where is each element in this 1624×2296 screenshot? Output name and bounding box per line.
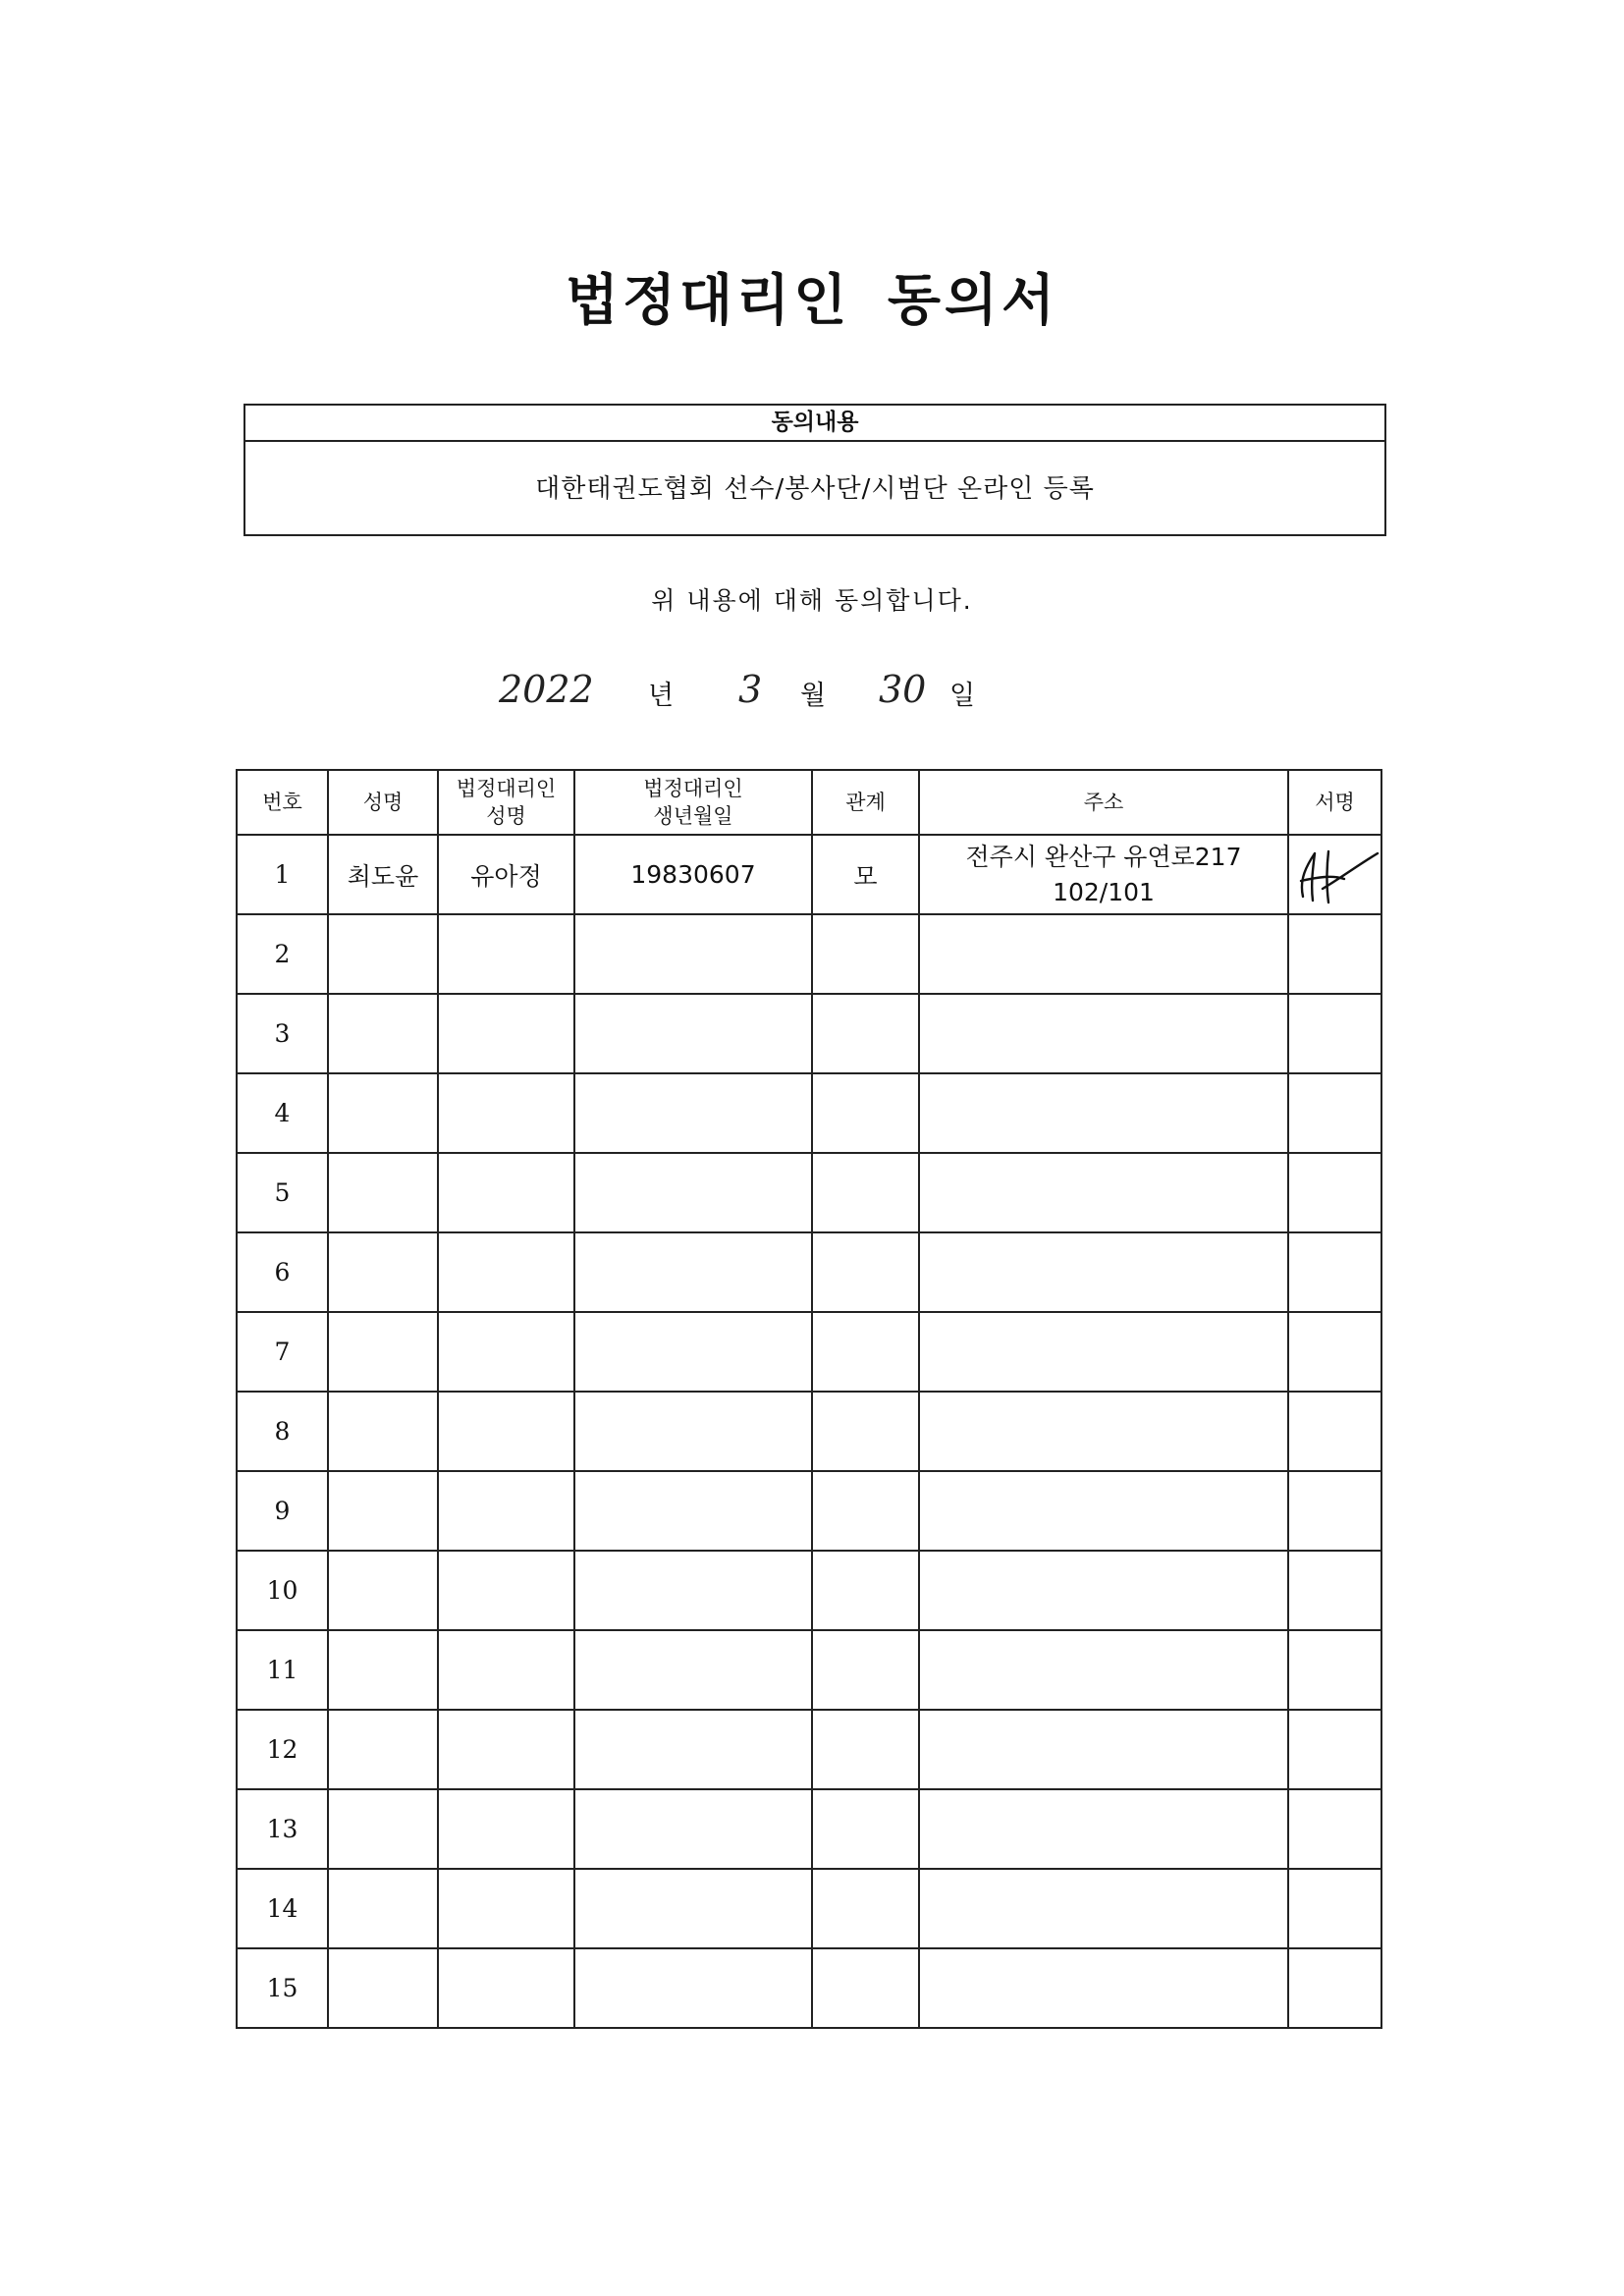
empty-cell bbox=[919, 1869, 1288, 1948]
student-name: 최도윤 bbox=[328, 835, 438, 914]
empty-cell bbox=[812, 1710, 919, 1789]
empty-cell bbox=[328, 1630, 438, 1710]
date-year-unit: 년 bbox=[648, 681, 675, 711]
row-number: 2 bbox=[237, 914, 328, 994]
header-guardian-name bbox=[438, 770, 574, 835]
header-guardian-birth-line2: 생년월일 bbox=[653, 804, 733, 828]
empty-cell bbox=[574, 1948, 812, 2028]
empty-cell bbox=[574, 1073, 812, 1153]
row-number: 11 bbox=[237, 1630, 328, 1710]
empty-cell bbox=[1288, 1312, 1381, 1392]
empty-cell bbox=[1288, 1471, 1381, 1551]
header-signature: 서명 bbox=[1288, 770, 1381, 835]
table-row bbox=[237, 1153, 1381, 1232]
empty-cell bbox=[328, 1153, 438, 1232]
row-number: 15 bbox=[237, 1948, 328, 2028]
empty-cell bbox=[812, 1630, 919, 1710]
table-row bbox=[237, 1551, 1381, 1630]
empty-cell bbox=[812, 1153, 919, 1232]
guardian-birthdate: 19830607 bbox=[574, 835, 812, 914]
empty-cell bbox=[574, 1392, 812, 1471]
empty-cell bbox=[919, 914, 1288, 994]
empty-cell bbox=[574, 994, 812, 1073]
date-day-unit: 일 bbox=[949, 681, 976, 711]
empty-cell bbox=[438, 994, 574, 1073]
header-guardian-birth bbox=[574, 770, 812, 835]
row-number: 8 bbox=[237, 1392, 328, 1471]
date-day: 30 bbox=[879, 668, 927, 711]
empty-cell bbox=[919, 994, 1288, 1073]
empty-cell bbox=[438, 1392, 574, 1471]
empty-cell bbox=[438, 1710, 574, 1789]
empty-cell bbox=[574, 1551, 812, 1630]
empty-cell bbox=[328, 1551, 438, 1630]
empty-cell bbox=[1288, 1789, 1381, 1869]
date-year: 2022 bbox=[499, 668, 594, 711]
empty-cell bbox=[1288, 1153, 1381, 1232]
empty-cell bbox=[574, 1153, 812, 1232]
empty-cell bbox=[812, 1471, 919, 1551]
empty-cell bbox=[574, 1232, 812, 1312]
row-number: 14 bbox=[237, 1869, 328, 1948]
empty-cell bbox=[919, 1630, 1288, 1710]
empty-cell bbox=[328, 914, 438, 994]
empty-cell bbox=[812, 1232, 919, 1312]
empty-cell bbox=[1288, 1869, 1381, 1948]
handwritten-signature bbox=[1293, 840, 1381, 908]
empty-cell bbox=[1288, 1630, 1381, 1710]
signature-cell bbox=[1288, 835, 1381, 914]
row-number: 9 bbox=[237, 1471, 328, 1551]
empty-cell bbox=[812, 1789, 919, 1869]
document-title: 법정대리인 동의서 bbox=[565, 269, 1059, 333]
empty-cell bbox=[438, 1630, 574, 1710]
empty-cell bbox=[438, 1153, 574, 1232]
date-month: 3 bbox=[738, 668, 763, 711]
empty-cell bbox=[812, 1392, 919, 1471]
empty-cell bbox=[812, 1948, 919, 2028]
header-guardian-birth-line1: 법정대리인 bbox=[643, 777, 743, 800]
table-row bbox=[237, 914, 1381, 994]
table-row bbox=[237, 1232, 1381, 1312]
empty-cell bbox=[574, 1471, 812, 1551]
empty-cell bbox=[328, 1869, 438, 1948]
empty-cell bbox=[328, 1789, 438, 1869]
header-address: 주소 bbox=[919, 770, 1288, 835]
empty-cell bbox=[438, 914, 574, 994]
empty-cell bbox=[438, 1869, 574, 1948]
empty-cell bbox=[438, 1789, 574, 1869]
empty-cell bbox=[919, 1073, 1288, 1153]
address-line1: 전주시 완산구 유연로217 bbox=[965, 842, 1242, 871]
row-number: 12 bbox=[237, 1710, 328, 1789]
empty-cell bbox=[574, 914, 812, 994]
empty-cell bbox=[812, 1869, 919, 1948]
empty-cell bbox=[919, 1312, 1288, 1392]
table-row bbox=[237, 1710, 1381, 1789]
empty-cell bbox=[328, 994, 438, 1073]
empty-cell bbox=[1288, 1232, 1381, 1312]
empty-cell bbox=[1288, 1551, 1381, 1630]
consent-heading: 동의내용 bbox=[245, 406, 1384, 442]
empty-cell bbox=[1288, 1392, 1381, 1471]
registration-table bbox=[236, 769, 1382, 2029]
table-row bbox=[237, 1869, 1381, 1948]
row-number: 1 bbox=[237, 835, 328, 914]
date-month-unit: 월 bbox=[800, 681, 827, 711]
table-row bbox=[237, 1948, 1381, 2028]
header-no: 번호 bbox=[237, 770, 328, 835]
empty-cell bbox=[328, 1312, 438, 1392]
empty-cell bbox=[574, 1869, 812, 1948]
empty-cell bbox=[574, 1789, 812, 1869]
empty-cell bbox=[438, 1471, 574, 1551]
table-row bbox=[237, 994, 1381, 1073]
table-row bbox=[237, 1471, 1381, 1551]
address bbox=[919, 835, 1288, 914]
header-name: 성명 bbox=[328, 770, 438, 835]
header-guardian-name-line1: 법정대리인 bbox=[456, 777, 557, 800]
table-row bbox=[237, 1312, 1381, 1392]
empty-cell bbox=[919, 1471, 1288, 1551]
table-row bbox=[237, 1789, 1381, 1869]
empty-cell bbox=[919, 1153, 1288, 1232]
empty-cell bbox=[919, 1948, 1288, 2028]
row-number: 3 bbox=[237, 994, 328, 1073]
empty-cell bbox=[812, 1073, 919, 1153]
table-row bbox=[237, 1073, 1381, 1153]
empty-cell bbox=[919, 1710, 1288, 1789]
table-header-row bbox=[237, 770, 1381, 835]
empty-cell bbox=[328, 1471, 438, 1551]
empty-cell bbox=[1288, 914, 1381, 994]
table-row bbox=[237, 835, 1381, 914]
empty-cell bbox=[328, 1392, 438, 1471]
row-number: 6 bbox=[237, 1232, 328, 1312]
header-guardian-name-line2: 성명 bbox=[486, 804, 526, 828]
empty-cell bbox=[919, 1232, 1288, 1312]
row-number: 5 bbox=[237, 1153, 328, 1232]
empty-cell bbox=[328, 1710, 438, 1789]
empty-cell bbox=[812, 994, 919, 1073]
row-number: 4 bbox=[237, 1073, 328, 1153]
empty-cell bbox=[438, 1551, 574, 1630]
empty-cell bbox=[438, 1232, 574, 1312]
row-number: 13 bbox=[237, 1789, 328, 1869]
empty-cell bbox=[328, 1073, 438, 1153]
empty-cell bbox=[919, 1392, 1288, 1471]
empty-cell bbox=[812, 1312, 919, 1392]
header-relation: 관계 bbox=[812, 770, 919, 835]
empty-cell bbox=[328, 1232, 438, 1312]
empty-cell bbox=[438, 1312, 574, 1392]
empty-cell bbox=[919, 1789, 1288, 1869]
empty-cell bbox=[1288, 1948, 1381, 2028]
empty-cell bbox=[438, 1948, 574, 2028]
consent-body: 대한태권도협회 선수/봉사단/시범단 온라인 등록 bbox=[535, 474, 1095, 504]
empty-cell bbox=[438, 1073, 574, 1153]
empty-cell bbox=[812, 1551, 919, 1630]
empty-cell bbox=[574, 1710, 812, 1789]
date-line bbox=[0, 664, 1624, 723]
empty-cell bbox=[812, 914, 919, 994]
row-number: 10 bbox=[237, 1551, 328, 1630]
empty-cell bbox=[1288, 994, 1381, 1073]
empty-cell bbox=[1288, 1710, 1381, 1789]
row-number: 7 bbox=[237, 1312, 328, 1392]
empty-cell bbox=[574, 1312, 812, 1392]
agreement-statement: 위 내용에 대해 동의합니다. bbox=[651, 586, 973, 615]
empty-cell bbox=[919, 1551, 1288, 1630]
empty-cell bbox=[1288, 1073, 1381, 1153]
table-row bbox=[237, 1630, 1381, 1710]
table-row bbox=[237, 1392, 1381, 1471]
consent-box bbox=[244, 404, 1386, 536]
relation: 모 bbox=[812, 835, 919, 914]
empty-cell bbox=[328, 1948, 438, 2028]
address-line2: 102/101 bbox=[1053, 877, 1155, 906]
empty-cell bbox=[574, 1630, 812, 1710]
guardian-name: 유아정 bbox=[438, 835, 574, 914]
